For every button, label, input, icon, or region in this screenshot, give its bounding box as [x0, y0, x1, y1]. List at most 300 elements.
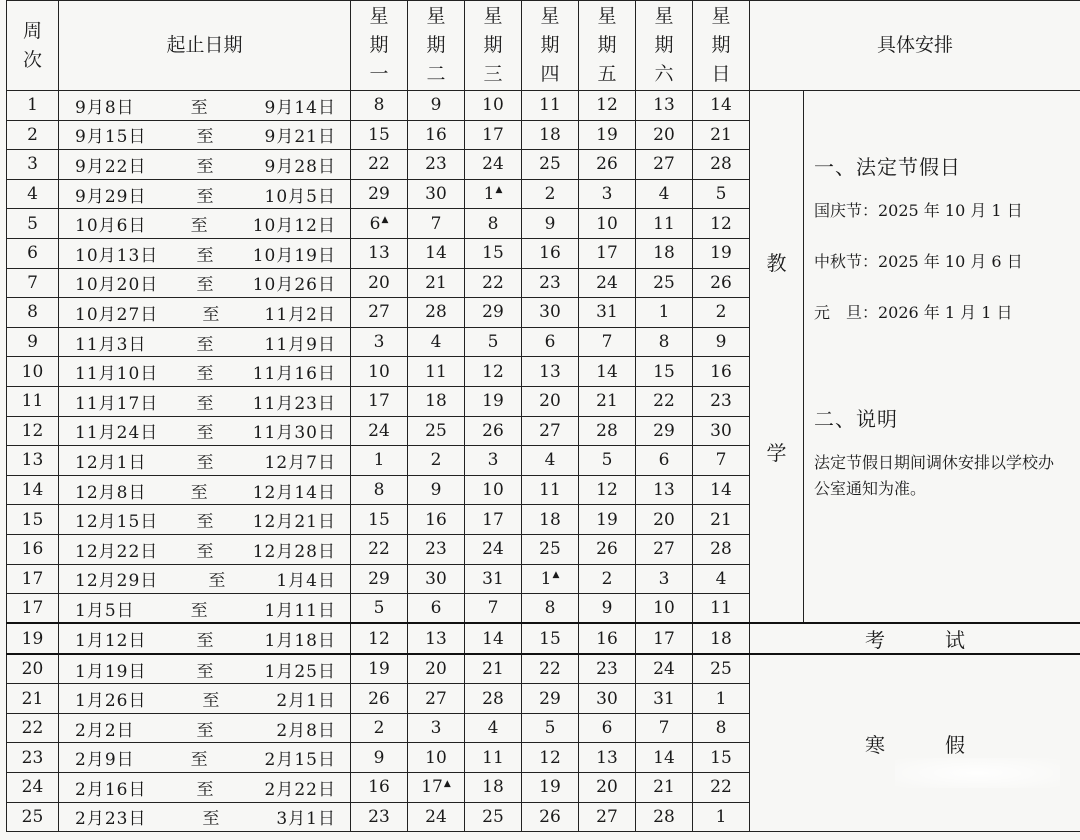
range-end: 10月5日 — [264, 186, 336, 207]
day-cell: 27 — [408, 684, 465, 714]
day-cell: 8 — [693, 713, 750, 743]
holiday-mark-icon: ▲ — [443, 778, 451, 789]
day-cell: 2 — [522, 179, 579, 209]
range-end: 11月23日 — [252, 393, 336, 414]
day-cell: 15 — [351, 120, 408, 150]
day-cell: 29 — [636, 416, 693, 446]
holiday-mark-icon: ▲ — [552, 570, 560, 581]
day-cell: 30 — [408, 564, 465, 594]
day-cell: 24 — [465, 534, 522, 564]
day-cell: 15 — [522, 623, 579, 654]
range-connector: 至 — [196, 720, 215, 741]
day-cell: 4 — [408, 327, 465, 357]
day-cell: 14 — [465, 623, 522, 654]
day-cell: 12 — [522, 743, 579, 773]
date-range-cell — [59, 684, 351, 714]
date-range-cell — [59, 238, 351, 268]
day-cell: 6 — [579, 713, 636, 743]
header-arrangement: 具体安排 — [750, 1, 1080, 91]
day-cell: 16 — [351, 773, 408, 803]
range-start: 11月3日 — [75, 334, 147, 355]
day-cell: 3 — [465, 446, 522, 476]
day-cell: 10 — [351, 357, 408, 387]
day-cell: 1▲ — [522, 564, 579, 594]
day-cell: 21 — [693, 120, 750, 150]
range-end: 10月26日 — [252, 275, 336, 296]
day-cell: 15 — [636, 357, 693, 387]
holidays-title: 一、法定节假日 — [814, 155, 961, 179]
day-cell: 9 — [693, 327, 750, 357]
day-cell: 23 — [408, 150, 465, 180]
range-start: 11月10日 — [75, 364, 159, 385]
week-number: 1 — [7, 91, 59, 121]
day-cell: 7 — [465, 594, 522, 624]
day-cell: 20 — [522, 386, 579, 416]
day-cell: 22 — [693, 773, 750, 803]
day-cell: 11 — [636, 209, 693, 239]
day-cell: 18 — [465, 773, 522, 803]
range-end: 11月30日 — [252, 423, 336, 444]
date-range-cell — [59, 357, 351, 387]
day-cell: 30 — [408, 179, 465, 209]
week-number: 13 — [7, 446, 59, 476]
week-number: 16 — [7, 534, 59, 564]
range-start: 9月15日 — [75, 127, 147, 148]
day-cell: 10 — [408, 743, 465, 773]
day-cell: 22 — [522, 654, 579, 684]
week-number: 7 — [7, 268, 59, 298]
day-cell: 17▲ — [408, 773, 465, 803]
day-cell: 15 — [693, 743, 750, 773]
vacation-label: 寒假 — [750, 654, 1080, 832]
date-range-cell — [59, 802, 351, 832]
day-cell: 25 — [693, 654, 750, 684]
range-connector: 至 — [196, 393, 215, 414]
header-weekday: 星 期 六 — [636, 1, 693, 91]
range-connector: 至 — [190, 216, 209, 237]
day-cell: 19 — [579, 505, 636, 535]
week-number: 8 — [7, 298, 59, 328]
day-cell: 4 — [465, 713, 522, 743]
header-weekday: 星 期 五 — [579, 1, 636, 91]
range-connector: 至 — [196, 275, 215, 296]
day-cell: 16 — [408, 120, 465, 150]
mid-autumn-line: 中秋节：2025 年 10 月 6 日 — [814, 252, 1023, 271]
day-cell: 1 — [636, 298, 693, 328]
day-cell: 18 — [522, 120, 579, 150]
date-range-cell — [59, 713, 351, 743]
header-weekday: 星 期 二 — [408, 1, 465, 91]
header-week: 周 次 — [7, 1, 59, 91]
range-end: 10月19日 — [252, 245, 336, 266]
day-cell: 31 — [465, 564, 522, 594]
range-end: 1月11日 — [264, 600, 336, 621]
range-connector: 至 — [196, 334, 215, 355]
day-cell: 2 — [579, 564, 636, 594]
new-year-line: 元 旦：2026 年 1 月 1 日 — [814, 303, 1013, 322]
range-end: 11月16日 — [252, 364, 336, 385]
day-cell: 19 — [465, 386, 522, 416]
arrangement-block — [804, 91, 1080, 624]
week-number: 25 — [7, 802, 59, 832]
day-cell: 24 — [351, 416, 408, 446]
week-number: 17 — [7, 594, 59, 624]
date-range-cell — [59, 623, 351, 654]
day-cell: 25 — [408, 416, 465, 446]
day-cell: 14 — [579, 357, 636, 387]
day-cell: 13 — [351, 238, 408, 268]
day-cell: 16 — [579, 623, 636, 654]
holiday-mark-icon: ▲ — [495, 185, 503, 196]
day-cell: 26 — [579, 150, 636, 180]
week-number: 10 — [7, 357, 59, 387]
range-start: 1月26日 — [75, 691, 147, 712]
day-cell: 21 — [693, 505, 750, 535]
week-number: 19 — [7, 623, 59, 654]
range-connector: 至 — [202, 809, 221, 830]
day-cell: 23 — [522, 268, 579, 298]
day-cell: 7 — [636, 713, 693, 743]
day-cell: 9 — [408, 475, 465, 505]
range-connector: 至 — [208, 571, 227, 592]
range-end: 2月22日 — [264, 779, 336, 800]
day-cell: 12 — [579, 475, 636, 505]
day-cell: 10 — [465, 91, 522, 121]
date-range-cell — [59, 268, 351, 298]
day-cell: 4 — [522, 446, 579, 476]
day-cell: 14 — [693, 91, 750, 121]
teaching-char: 学 — [766, 441, 787, 466]
date-range-cell — [59, 179, 351, 209]
day-cell: 13 — [522, 357, 579, 387]
range-end: 12月21日 — [252, 512, 336, 533]
national-day-line: 国庆节：2025 年 10 月 1 日 — [814, 201, 1023, 220]
range-connector: 至 — [196, 452, 215, 473]
day-cell: 18 — [693, 623, 750, 654]
week-number: 15 — [7, 505, 59, 535]
date-range-cell — [59, 743, 351, 773]
day-cell: 10 — [636, 594, 693, 624]
range-connector: 至 — [202, 304, 221, 325]
date-range-cell — [59, 150, 351, 180]
day-cell: 30 — [579, 684, 636, 714]
date-range-cell — [59, 594, 351, 624]
range-connector: 至 — [190, 97, 209, 118]
range-connector: 至 — [196, 156, 215, 177]
range-connector: 至 — [196, 661, 215, 682]
day-cell: 21 — [408, 268, 465, 298]
day-cell: 13 — [408, 623, 465, 654]
day-cell: 6 — [408, 594, 465, 624]
day-cell: 26 — [465, 416, 522, 446]
day-cell: 1 — [351, 446, 408, 476]
range-start: 1月12日 — [75, 631, 147, 652]
day-cell: 11 — [693, 594, 750, 624]
range-start: 9月22日 — [75, 156, 147, 177]
day-cell: 5 — [465, 327, 522, 357]
day-cell: 6 — [522, 327, 579, 357]
day-cell: 31 — [579, 298, 636, 328]
day-cell: 1▲ — [465, 179, 522, 209]
day-cell: 10 — [579, 209, 636, 239]
day-cell: 20 — [579, 773, 636, 803]
week-number: 20 — [7, 654, 59, 684]
day-cell: 29 — [465, 298, 522, 328]
day-cell: 8 — [351, 475, 408, 505]
day-cell: 8 — [636, 327, 693, 357]
day-cell: 28 — [636, 802, 693, 832]
range-start: 9月8日 — [75, 97, 135, 118]
day-cell: 6▲ — [351, 209, 408, 239]
day-cell: 25 — [522, 150, 579, 180]
range-start: 12月22日 — [75, 541, 159, 562]
day-cell: 15 — [465, 238, 522, 268]
day-cell: 7 — [579, 327, 636, 357]
day-cell: 24 — [465, 150, 522, 180]
week-number: 11 — [7, 386, 59, 416]
range-start: 2月16日 — [75, 779, 147, 800]
day-cell: 1 — [693, 802, 750, 832]
day-cell: 5 — [351, 594, 408, 624]
day-cell: 3 — [351, 327, 408, 357]
photo-glare — [895, 758, 1060, 788]
day-cell: 29 — [351, 179, 408, 209]
range-start: 2月2日 — [75, 720, 135, 741]
day-cell: 27 — [351, 298, 408, 328]
day-cell: 18 — [522, 505, 579, 535]
range-start: 10月6日 — [75, 216, 147, 237]
range-start: 10月13日 — [75, 245, 159, 266]
week-number: 9 — [7, 327, 59, 357]
header-weekday: 星 期 三 — [465, 1, 522, 91]
header-weekday: 星 期 一 — [351, 1, 408, 91]
range-end: 3月1日 — [276, 809, 336, 830]
day-cell: 12 — [351, 623, 408, 654]
range-start: 12月29日 — [75, 571, 159, 592]
day-cell: 22 — [636, 386, 693, 416]
day-cell: 24 — [408, 802, 465, 832]
date-range-cell — [59, 564, 351, 594]
calendar-body — [7, 91, 1080, 832]
day-cell: 29 — [522, 684, 579, 714]
range-connector: 至 — [202, 691, 221, 712]
week-number: 17 — [7, 564, 59, 594]
day-cell: 27 — [579, 802, 636, 832]
day-cell: 2 — [693, 298, 750, 328]
exam-label: 考试 — [750, 623, 1080, 654]
date-range-cell — [59, 91, 351, 121]
holiday-mark-icon: ▲ — [381, 215, 389, 226]
day-cell: 4 — [636, 179, 693, 209]
day-cell: 28 — [465, 684, 522, 714]
day-cell: 12 — [465, 357, 522, 387]
day-cell: 11 — [522, 475, 579, 505]
week-number: 5 — [7, 209, 59, 239]
day-cell: 30 — [522, 298, 579, 328]
day-cell: 6 — [636, 446, 693, 476]
day-cell: 26 — [351, 684, 408, 714]
week-number: 14 — [7, 475, 59, 505]
day-cell: 11 — [522, 91, 579, 121]
day-cell: 25 — [465, 802, 522, 832]
day-cell: 23 — [408, 534, 465, 564]
range-end: 12月28日 — [252, 541, 336, 562]
day-cell: 13 — [636, 475, 693, 505]
range-end: 9月14日 — [264, 97, 336, 118]
teaching-label — [750, 91, 804, 624]
range-start: 11月17日 — [75, 393, 159, 414]
day-cell: 21 — [579, 386, 636, 416]
range-start: 9月29日 — [75, 186, 147, 207]
day-cell: 9 — [408, 91, 465, 121]
range-end: 1月18日 — [264, 631, 336, 652]
header-row — [7, 1, 1080, 91]
range-end: 11月2日 — [264, 304, 336, 325]
day-cell: 28 — [579, 416, 636, 446]
date-range-cell — [59, 416, 351, 446]
day-cell: 16 — [522, 238, 579, 268]
day-cell: 21 — [636, 773, 693, 803]
day-cell: 15 — [351, 505, 408, 535]
date-range-cell — [59, 298, 351, 328]
day-cell: 16 — [408, 505, 465, 535]
range-connector: 至 — [196, 423, 215, 444]
day-cell: 30 — [693, 416, 750, 446]
date-range-cell — [59, 120, 351, 150]
week-number: 3 — [7, 150, 59, 180]
header-weekday: 星 期 日 — [693, 1, 750, 91]
week-number: 24 — [7, 773, 59, 803]
range-start: 1月19日 — [75, 661, 147, 682]
notes-title: 二、说明 — [814, 407, 898, 431]
day-cell: 20 — [636, 505, 693, 535]
day-cell: 20 — [408, 654, 465, 684]
week-number: 4 — [7, 179, 59, 209]
day-cell: 25 — [636, 268, 693, 298]
day-cell: 26 — [579, 534, 636, 564]
week-number: 23 — [7, 743, 59, 773]
range-connector: 至 — [196, 512, 215, 533]
day-cell: 19 — [522, 773, 579, 803]
day-cell: 19 — [579, 120, 636, 150]
day-cell: 27 — [636, 150, 693, 180]
notes-text: 法定节假日期间调休安排以学校办公室通知为准。 — [814, 453, 1055, 498]
day-cell: 1 — [693, 684, 750, 714]
day-cell: 19 — [351, 654, 408, 684]
range-start: 2月23日 — [75, 809, 147, 830]
range-end: 10月12日 — [252, 216, 336, 237]
date-range-cell — [59, 505, 351, 535]
range-connector: 至 — [196, 779, 215, 800]
day-cell: 28 — [693, 150, 750, 180]
range-connector: 至 — [196, 186, 215, 207]
range-end: 2月8日 — [276, 720, 336, 741]
day-cell: 22 — [465, 268, 522, 298]
range-start: 10月27日 — [75, 304, 159, 325]
range-connector: 至 — [196, 245, 215, 266]
day-cell: 20 — [351, 268, 408, 298]
range-start: 12月8日 — [75, 482, 147, 503]
week-number: 2 — [7, 120, 59, 150]
day-cell: 23 — [693, 386, 750, 416]
day-cell: 20 — [636, 120, 693, 150]
day-cell: 2 — [408, 446, 465, 476]
day-cell: 7 — [693, 446, 750, 476]
date-range-cell — [59, 209, 351, 239]
date-range-cell — [59, 327, 351, 357]
day-cell: 17 — [465, 120, 522, 150]
day-cell: 9 — [522, 209, 579, 239]
day-cell: 29 — [351, 564, 408, 594]
day-cell: 18 — [636, 238, 693, 268]
day-cell: 22 — [351, 534, 408, 564]
day-cell: 27 — [636, 534, 693, 564]
range-end: 2月1日 — [276, 691, 336, 712]
day-cell: 14 — [636, 743, 693, 773]
calendar-table — [6, 0, 1080, 832]
day-cell: 16 — [693, 357, 750, 387]
week-number: 12 — [7, 416, 59, 446]
day-cell: 25 — [522, 534, 579, 564]
teaching-char: 教 — [766, 251, 787, 276]
table-row — [7, 654, 1080, 684]
day-cell: 8 — [465, 209, 522, 239]
day-cell: 24 — [579, 268, 636, 298]
day-cell: 10 — [465, 475, 522, 505]
range-end: 1月25日 — [264, 661, 336, 682]
day-cell: 8 — [351, 91, 408, 121]
day-cell: 14 — [408, 238, 465, 268]
range-connector: 至 — [190, 750, 209, 771]
date-range-cell — [59, 654, 351, 684]
day-cell: 22 — [351, 150, 408, 180]
day-cell: 14 — [693, 475, 750, 505]
date-range-cell — [59, 475, 351, 505]
range-start: 10月20日 — [75, 275, 159, 296]
day-cell: 13 — [636, 91, 693, 121]
week-number: 6 — [7, 238, 59, 268]
range-start: 12月1日 — [75, 452, 147, 473]
table-row — [7, 623, 1080, 654]
day-cell: 3 — [408, 713, 465, 743]
day-cell: 27 — [522, 416, 579, 446]
day-cell: 9 — [579, 594, 636, 624]
day-cell: 5 — [693, 179, 750, 209]
table-row — [7, 91, 1080, 121]
day-cell: 26 — [522, 802, 579, 832]
day-cell: 23 — [351, 802, 408, 832]
day-cell: 17 — [351, 386, 408, 416]
day-cell: 11 — [408, 357, 465, 387]
range-end: 11月9日 — [264, 334, 336, 355]
day-cell: 26 — [693, 268, 750, 298]
range-end: 9月21日 — [264, 127, 336, 148]
day-cell: 17 — [465, 505, 522, 535]
day-cell: 3 — [636, 564, 693, 594]
day-cell: 12 — [579, 91, 636, 121]
day-cell: 4 — [693, 564, 750, 594]
range-start: 12月15日 — [75, 512, 159, 533]
day-cell: 8 — [522, 594, 579, 624]
range-connector: 至 — [190, 482, 209, 503]
range-start: 11月24日 — [75, 423, 159, 444]
range-end: 2月15日 — [264, 750, 336, 771]
day-cell: 3 — [579, 179, 636, 209]
day-cell: 21 — [465, 654, 522, 684]
day-cell: 24 — [636, 654, 693, 684]
day-cell: 17 — [579, 238, 636, 268]
range-start: 1月5日 — [75, 600, 135, 621]
